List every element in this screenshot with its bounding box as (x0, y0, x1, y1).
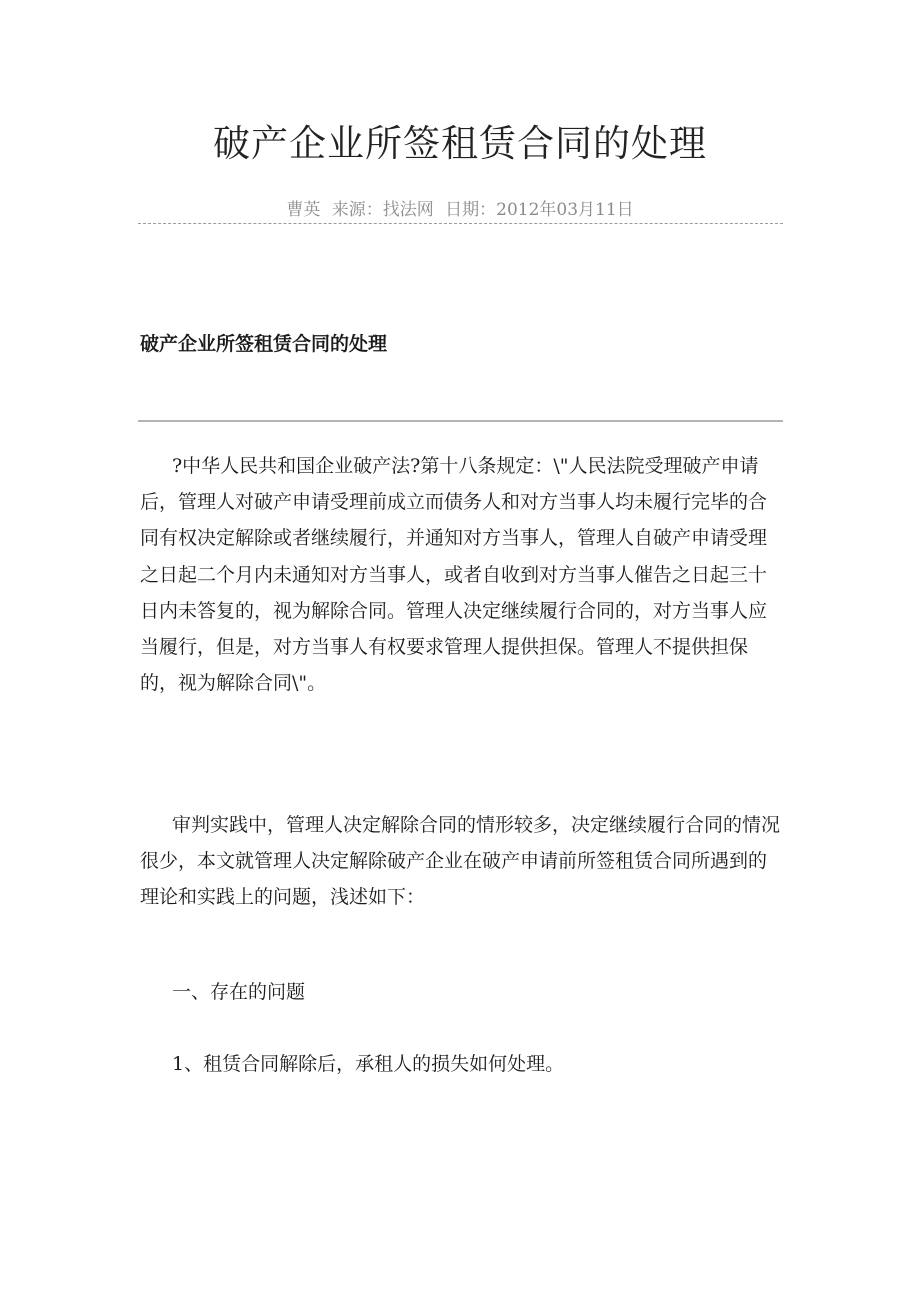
article-meta (0, 198, 920, 222)
article-date: 日期：2012年03月11日 (445, 200, 634, 220)
article-subtitle: 破产企业所签租赁合同的处理 (140, 333, 388, 355)
section-heading: 一、存在的问题 (172, 981, 306, 1003)
body-paragraph: ?中华人民共和国企业破产法?第十八条规定：\"人民法院受理破产申请后，管理人对破产申请受理前成立而债务人和对方当事人均未履行完毕的合同有权决定解除或者继续履行，并通知对方当事人，管理人自破产申请受理之日起二个月内未通知对方当事人，或者自收到对方当事人催告之日起三十日内未答复的，视为解除合同。管理人决定继续履行合同的，对方当事人应当履行，但是，对方当事人有权要求管理人提供担保。管理人不提供担保的，视为解除合同\"。 (140, 455, 768, 695)
body-paragraph: 审判实践中，管理人决定解除合同的情形较多，决定继续履行合同的情况很少，本文就管理人决定解除破产企业在破产申请前所签租赁合同所遇到的理论和实践上的问题，浅述如下： (140, 814, 781, 909)
dashed-divider (138, 223, 783, 224)
article-title: 破产企业所签租赁合同的处理 (213, 122, 707, 165)
article-source: 来源：找法网 (331, 200, 434, 220)
article-author: 曹英 (286, 200, 321, 220)
solid-divider (138, 420, 783, 422)
subsection-heading: 1、租赁合同解除后，承租人的损失如何处理。 (172, 1053, 565, 1075)
